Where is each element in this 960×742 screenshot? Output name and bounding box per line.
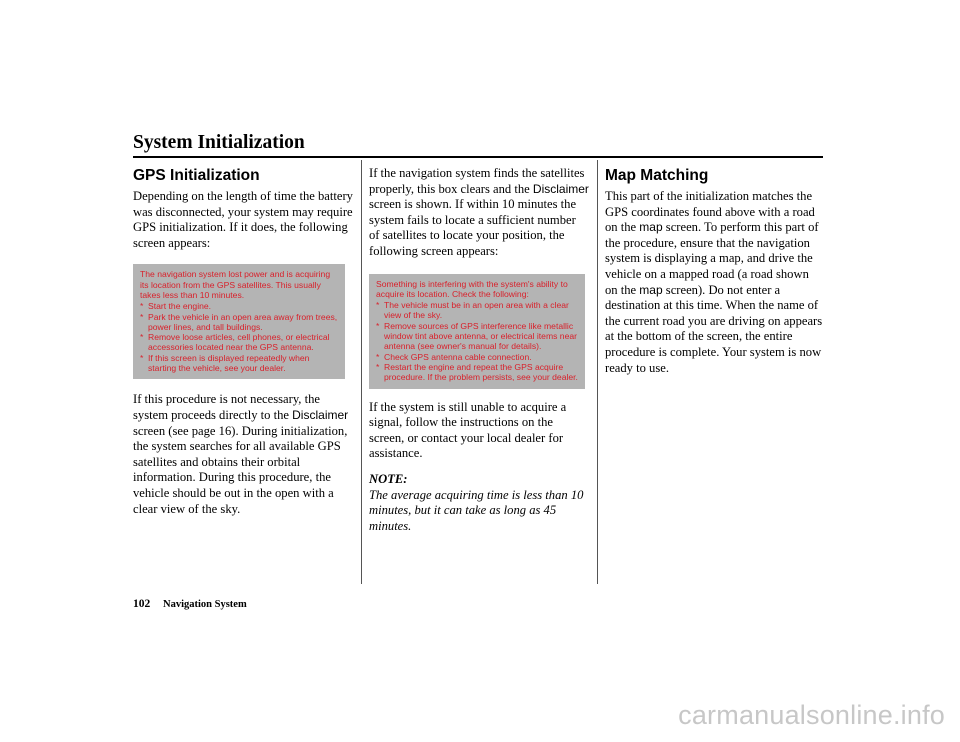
page-title: System Initialization: [133, 132, 305, 153]
column-gps-initialization: [133, 166, 353, 517]
section-heading-gps-initialization: GPS Initialization: [133, 167, 260, 184]
map-text-2: screen. To perform this part of the procedure, ensure that the navigation system is displaying a map, and drive the vehicle on a mapped road (a road shown on the: [605, 220, 819, 297]
footer-section-label: Navigation System: [163, 599, 247, 610]
screen-box-list: [376, 300, 578, 382]
screen-box-item: * Remove sources of GPS interference like metallic window tint above antenna, or electrical items near antenna (see owner's manual for details).: [376, 321, 578, 352]
title-divider: [133, 156, 823, 158]
screen-box-item: * Start the engine.: [140, 301, 338, 311]
column-divider-right: [597, 160, 598, 584]
procedure-text-b: screen (see page 16). During initialization, the system searches for all available GPS satellites and obtains their orbital information. During this procedure, the vehicle should be out in the open with a clear view of the sky.: [133, 423, 348, 516]
disclaimer-term: Disclaimer: [532, 181, 589, 196]
screen-box-item: * If this screen is displayed repeatedly when starting the vehicle, see your dealer.: [140, 353, 338, 374]
screen-box-item: * The vehicle must be in an open area with a clear view of the sky.: [376, 300, 578, 321]
map-text-3: screen). Do not enter a destination at this time. When the name of the current road you are driving on appears at the bottom of the screen, the entire procedure is complete. Your system is now ready to use.: [605, 282, 823, 375]
satellite-paragraph: [369, 166, 589, 260]
satellite-text-a: If the navigation system finds the satellites properly, this box clears and the: [369, 166, 585, 196]
screen-box-item: * Restart the engine and repeat the GPS acquire procedure. If the problem persists, see your dealer.: [376, 362, 578, 383]
gps-init-screen-box: [133, 264, 345, 379]
screen-box-item: * Remove loose articles, cell phones, or electrical accessories located near the GPS antenna.: [140, 332, 338, 353]
screen-box-item: * Park the vehicle in an open area away from trees, power lines, and tall buildings.: [140, 312, 338, 333]
screen-box-item: * Check GPS antenna cable connection.: [376, 352, 578, 362]
map-text-1: This part of the initialization matches the GPS coordinates found above with a road on the: [605, 189, 815, 235]
note-block: [369, 472, 589, 534]
note-label: NOTE:: [369, 471, 408, 486]
column-map-matching: [605, 166, 823, 376]
disclaimer-term: Disclaimer: [292, 407, 349, 422]
intro-paragraph: Depending on the length of time the battery was disconnected, your system may require GPS initialization. If it does, the following screen appears:: [133, 189, 353, 250]
gps-interference-screen-box: [369, 274, 585, 389]
note-text: The average acquiring time is less than 10 minutes, but it can take as long as 45 minutes.: [369, 487, 584, 533]
satellite-text-b: screen is shown. If within 10 minutes the system fails to locate a sufficient number of satellites to locate your position, the following screen appears:: [369, 197, 577, 258]
watermark: carmanualsonline.info: [678, 700, 945, 730]
screen-box-intro: The navigation system lost power and is acquiring its location from the GPS satellites. This usually takes less than 10 minutes.: [140, 269, 331, 300]
procedure-text-a: If this procedure is not necessary, the system proceeds directly to the: [133, 392, 320, 422]
column-divider-left: [361, 160, 362, 584]
screen-box-intro: Something is interfering with the system's ability to acquire its location. Check the following:: [376, 278, 568, 299]
still-unable-paragraph: If the system is still unable to acquire a signal, follow the instructions on the screen, or contact your local dealer for assistance.: [369, 399, 567, 461]
column-gps-continued: [369, 166, 589, 534]
section-heading-map-matching: Map Matching: [605, 167, 709, 184]
map-term: map: [639, 220, 663, 235]
map-term: map: [639, 282, 663, 297]
procedure-paragraph: [133, 392, 353, 517]
page-number: 102: [133, 598, 151, 610]
map-matching-paragraph: [605, 189, 823, 376]
screen-box-list: [140, 301, 338, 373]
